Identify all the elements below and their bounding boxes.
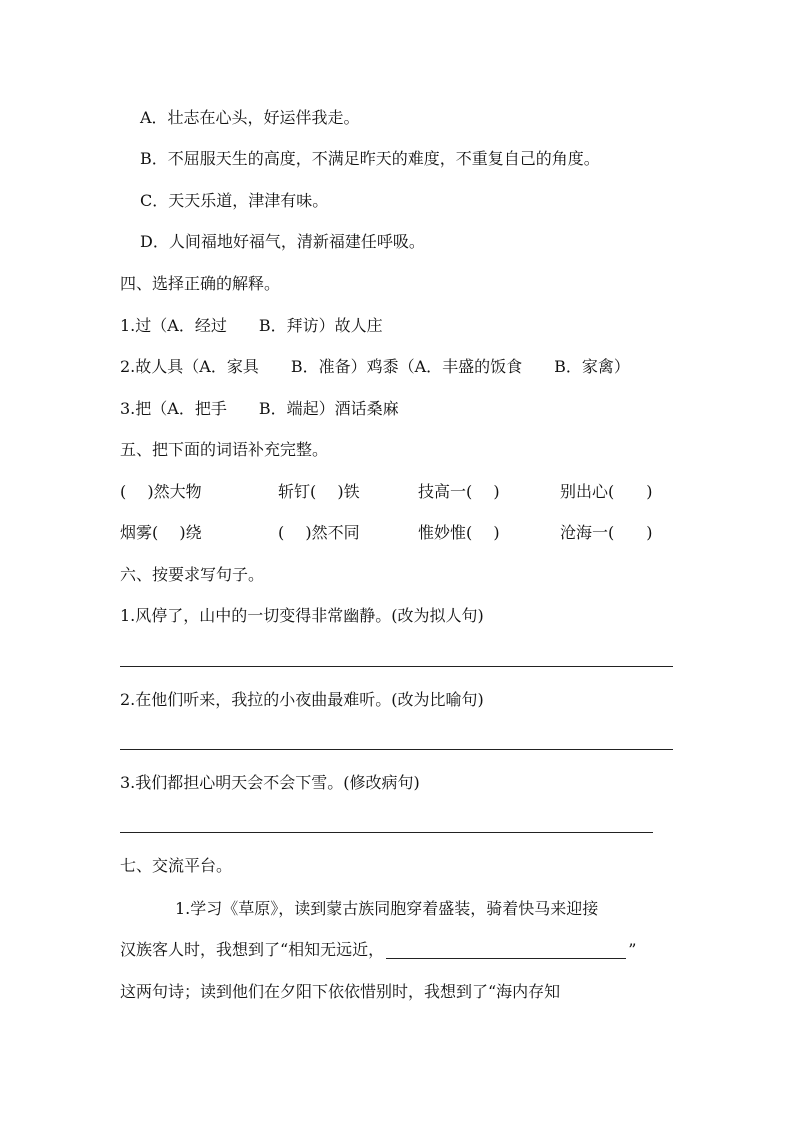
section-7-para-2 — [120, 940, 636, 960]
idiom-blank: 斩钉( )铁 — [278, 482, 360, 501]
para-2-text: 汉族客人时，我想到了“相知无远近， — [120, 940, 385, 959]
section-4-title: 四、选择正确的解释。 — [120, 274, 281, 293]
option-a: A．壮志在心头，好运伴我走。 — [140, 108, 360, 127]
section-4-item-3: 3.把（A．把手 B．端起）酒话桑麻 — [120, 399, 399, 418]
section-7-para-1: 1.学习《草原》，读到蒙古族同胞穿着盛装，骑着快马来迎接 — [175, 899, 599, 918]
fill-blank[interactable] — [386, 940, 626, 959]
closing-quote: ” — [628, 940, 637, 959]
section-6-item-2: 2.在他们听来，我拉的小夜曲最难听。(改为比喻句) — [120, 690, 484, 709]
idiom-blank: ( )然大物 — [120, 482, 202, 501]
section-5-title: 五、把下面的词语补充完整。 — [120, 440, 329, 459]
section-7-para-3: 这两句诗；读到他们在夕阳下依依惜别时，我想到了“海内存知 — [120, 982, 561, 1001]
option-d: D．人间福地好福气，清新福建任呼吸。 — [140, 232, 425, 251]
idiom-blank: 沧海一( ) — [560, 523, 653, 542]
idiom-blank: 烟雾( )绕 — [120, 523, 202, 542]
option-c: C．天天乐道，津津有味。 — [140, 191, 329, 210]
idiom-blank: 别出心( ) — [560, 482, 653, 501]
section-7-title: 七、交流平台。 — [120, 856, 233, 875]
section-4-item-1: 1.过（A．经过 B．拜访）故人庄 — [120, 316, 383, 335]
section-6-title: 六、按要求写句子。 — [120, 565, 265, 584]
answer-line-3[interactable] — [120, 832, 653, 833]
answer-line-2[interactable] — [120, 749, 673, 750]
idiom-row-2 — [120, 523, 680, 543]
section-4-item-2: 2.故人具（A．家具 B．准备）鸡黍（A．丰盛的饭食 B．家禽） — [120, 357, 630, 376]
idiom-blank: ( )然不同 — [278, 523, 360, 542]
section-6-item-1: 1.风停了，山中的一切变得非常幽静。(改为拟人句) — [120, 606, 484, 625]
idiom-blank: 技高一( ) — [418, 482, 500, 501]
idiom-blank: 惟妙惟( ) — [418, 523, 500, 542]
section-6-item-3: 3.我们都担心明天会不会下雪。(修改病句) — [120, 773, 420, 792]
idiom-row-1 — [120, 482, 680, 502]
option-b: B．不屈服天生的高度，不满足昨天的难度，不重复自己的角度。 — [140, 149, 600, 168]
answer-line-1[interactable] — [120, 666, 673, 667]
